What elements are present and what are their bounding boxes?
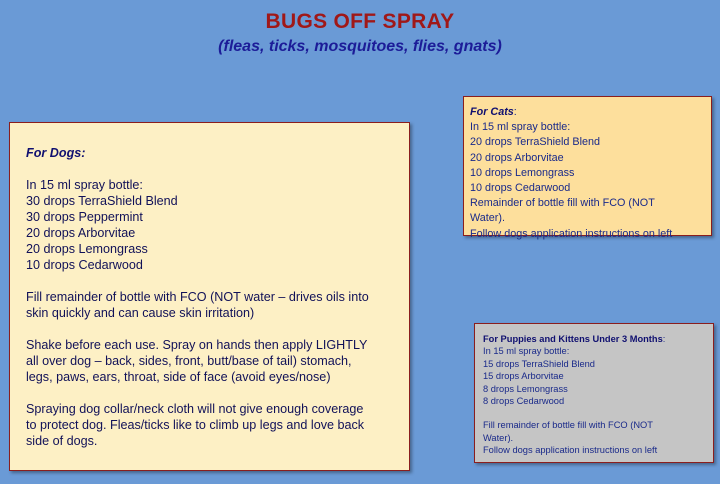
puppies-heading-colon: : — [662, 334, 666, 344]
puppies-ingredient: 15 drops Arborvitae — [483, 371, 564, 382]
dogs-shake-line: Shake before each use. Spray on hands then apply LIGHTLY — [26, 338, 368, 352]
dogs-shake-line: all over dog – back, sides, front, butt/base of tail) stomach, — [26, 354, 352, 368]
dogs-fill-line: skin quickly and can cause skin irritation) — [26, 306, 255, 320]
dogs-bottle-text: In 15 ml spray bottle: — [26, 178, 143, 192]
puppies-heading: For Puppies and Kittens Under 3 Months — [483, 334, 663, 344]
cats-ingredient: 10 drops Lemongrass — [470, 166, 575, 179]
cats-bottle-text: In 15 ml spray bottle: — [470, 121, 571, 134]
page-title: BUGS OFF SPRAY — [265, 10, 455, 33]
dogs-fill-line: Fill remainder of bottle with FCO (NOT water – drives oils into — [26, 290, 369, 304]
dogs-collar-line: Spraying dog collar/neck cloth will not give enough coverage — [26, 402, 364, 416]
dogs-ingredient: 30 drops TerraShield Blend — [26, 194, 178, 208]
dogs-collar-line: side of dogs. — [26, 434, 98, 448]
page-subtitle: (fleas, ticks, mosquitoes, flies, gnats) — [218, 38, 502, 55]
dogs-heading: For Dogs: — [26, 146, 86, 160]
cats-fill-line: Remainder of bottle fill with FCO (NOT — [470, 197, 655, 210]
cats-ingredient: 10 drops Cedarwood — [470, 182, 571, 195]
dogs-fill-instructions — [26, 289, 393, 321]
dogs-ingredient: 10 drops Cedarwood — [26, 258, 143, 272]
puppies-bottle-text: In 15 ml spray bottle: — [483, 346, 570, 357]
puppies-fill-line: Water). — [483, 432, 514, 443]
puppies-kittens-recipe-box — [474, 323, 714, 463]
dogs-ingredient-list — [26, 193, 393, 273]
dogs-shake-line: legs, paws, ears, throat, side of face (avoid eyes/nose) — [26, 370, 331, 384]
cats-heading: For Cats — [470, 106, 514, 118]
puppies-follow-note: Follow dogs application instructions on left — [483, 445, 658, 456]
puppies-heading-row — [483, 333, 705, 345]
dogs-collar-line: to protect dog. Fleas/ticks like to climb up legs and love back — [26, 418, 365, 432]
puppies-ingredient: 8 drops Cedarwood — [483, 396, 565, 407]
cats-fill-line: Water). — [470, 212, 505, 225]
puppies-ingredient: 8 drops Lemongrass — [483, 383, 568, 394]
cats-ingredient: 20 drops Arborvitae — [470, 151, 564, 164]
dogs-ingredient: 20 drops Lemongrass — [26, 242, 148, 256]
dogs-shake-instructions — [26, 337, 393, 385]
dogs-collar-note — [26, 401, 393, 449]
dogs-ingredient: 30 drops Peppermint — [26, 210, 143, 224]
cats-recipe-box — [463, 96, 712, 240]
puppies-ingredient: 15 drops TerraShield Blend — [483, 358, 595, 369]
dogs-ingredient: 20 drops Arborvitae — [26, 226, 136, 240]
cats-ingredient: 20 drops TerraShield Blend — [470, 136, 601, 149]
dogs-recipe-box — [9, 122, 410, 471]
cats-follow-note: Follow dogs application instructions on left — [470, 227, 673, 240]
puppies-fill-line: Fill remainder of bottle fill with FCO (NOT — [483, 420, 653, 431]
cats-heading-colon: : — [513, 106, 517, 118]
cats-heading-row — [470, 105, 705, 120]
